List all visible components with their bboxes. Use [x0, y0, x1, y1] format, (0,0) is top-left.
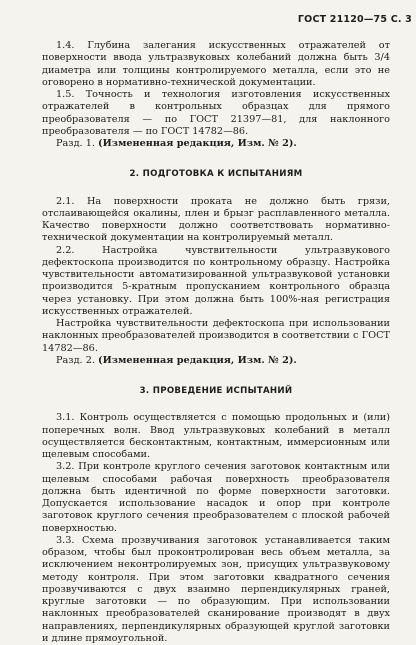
paragraph-1-4: 1.4. Глубина залегания искусственных отражателей от поверхности ввода ультразвуковых колебаний должна быть 3/4 диаметра или толщины контролируемого металла, если это не оговорено в нормативно-технической документации.: [42, 40, 390, 88]
section-heading-2: 2. ПОДГОТОВКА К ИСПЫТАНИЯМ: [129, 169, 303, 180]
paragraph-3-2: 3.2. При контроле круглого сечения заготовок контактным или щелевым способами рабочая поверхность преобразователя должна быть идентичной по форме поверхности заготовки. Допускается использование насадок и опор при контроле заготовок круглого сечения преобразователем с плоской рабочей поверхностью.: [42, 461, 390, 534]
edition-note-section-2: [42, 355, 390, 367]
edition-note-section-1: [42, 138, 390, 150]
edition-note-text: (Измененная редакция, Изм. № 2).: [98, 354, 297, 366]
page-header: ГОСТ 21120—75 С. 3: [297, 14, 412, 25]
document-body: [42, 40, 390, 645]
paragraph-2-1: 2.1. На поверхности проката не должно быть грязи, отслаивающейся окалины, плен и брызг расплавленного металла. Качество поверхности должно соответствовать нормативно-технической документации на контролируемый металл.: [42, 195, 390, 244]
paragraph-3-3: 3.3. Схема прозвучивания заготовок устанавливается таким образом, чтобы был проконтролирован весь объем металла, за исключением неконтролируемых зон, присущих ультразвуковому методу контроля. При этом заготовки квадратного сечения прозвучиваются с двух взаимно перпендикулярных граней, круглые заготовки — по образующим. При использовании наклонных преобразователей сканирование производят в двух направлениях, перпендикулярных образующей круглой заготовки и длине прямоугольной.: [42, 534, 390, 644]
paragraph-2-2: 2.2. Настройка чувствительности ультразвукового дефектоскопа производится по контрольному образцу. Настройка чувствительности автоматизированной ультразвуковой установки производится 5-кратным пропусканием контрольного образца через установку. При этом должна быть 100%-ная регистрация искусственных отражателей.: [42, 244, 390, 317]
edition-note-prefix: Разд. 2.: [56, 354, 99, 366]
paragraph-3-1: 3.1. Контроль осуществляется с помощью продольных и (или) поперечных волн. Ввод ультразвуковых колебаний в металл осуществляется бесконтактным, контактным, иммерсионным или щелевым способами.: [42, 412, 390, 460]
edition-note-prefix: Разд. 1.: [56, 138, 99, 149]
paragraph-2-2-cont: Настройка чувствительности дефектоскопа при использовании наклонных преобразователей производится в соответствии с ГОСТ 14782—86.: [42, 318, 390, 354]
paragraph-1-5: 1.5. Точность и технология изготовления искусственных отражателей в контрольных образцах для прямого преобразователя — по ГОСТ 21397—81, для наклонного преобразователя — по ГОСТ 14782—86.: [42, 89, 390, 137]
section-heading-3: 3. ПРОВЕДЕНИЕ ИСПЫТАНИЙ: [139, 386, 293, 396]
edition-note-text: (Измененная редакция, Изм. № 2).: [98, 138, 297, 149]
